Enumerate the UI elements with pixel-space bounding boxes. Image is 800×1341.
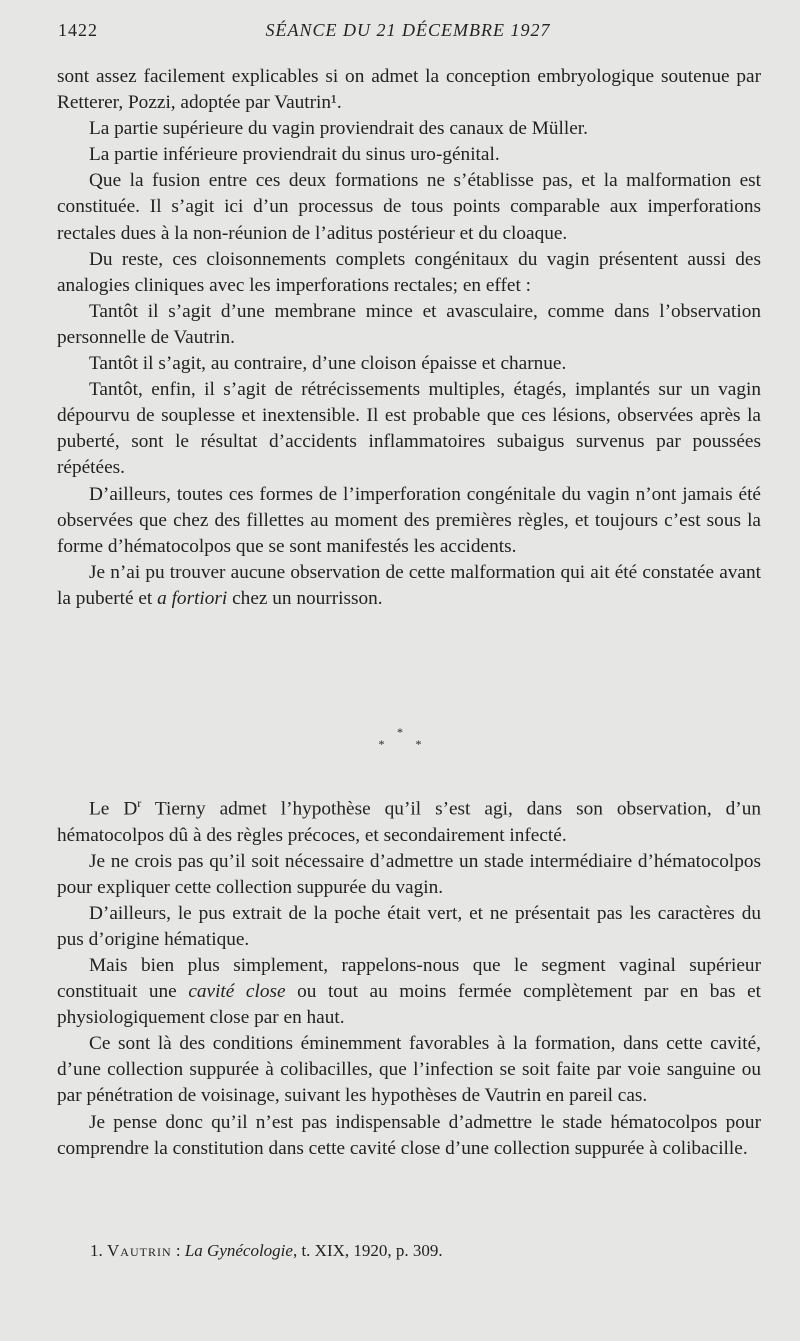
- paragraph: Je ne crois pas qu’il soit nécessaire d’admettre un stade intermédiaire d’hématocolpos pour expliquer cette collection suppurée du vagin.: [57, 850, 761, 898]
- paragraph: Tantôt, enfin, il s’agit de rétrécissements multiples, étagés, implantés sur un vagin dépourvu de souplesse et inextensible. Il est probable que ces lésions, observées après la puberté, sont le résultat d’accidents inflammatoires subaigus survenus par poussées répétées.: [57, 379, 761, 479]
- paragraph: La partie supérieure du vagin proviendrait des canaux de Müller.: [89, 118, 588, 140]
- paragraph: D’ailleurs, toutes ces formes de l’imperforation congénitale du vagin n’ont jamais été observées que chez des fillettes au moment des premières règles, et toujours c’est sous la forme d’hématocolpos que se sont manifestés les accidents.: [57, 483, 761, 557]
- paragraph-text: chez un nourrisson.: [227, 587, 383, 609]
- footnote-number: 1.: [90, 1241, 103, 1260]
- separator-star-top: *: [397, 725, 403, 739]
- paragraph: Que la fusion entre ces deux formations ne s’établisse pas, et la malformation est constituée. Il s’agit ici d’un processus de tous points comparable aux imperforations rectales dues à la non-réunion de l’aditus postérieur et du cloaque.: [57, 170, 761, 244]
- paragraph: La partie inférieure proviendrait du sinus uro-génital.: [89, 144, 500, 166]
- footnote-separator: :: [171, 1241, 185, 1260]
- footnote-details: , t. XIX, 1920, p. 309.: [292, 1241, 443, 1260]
- body-text-section-1: [57, 64, 761, 612]
- separator-star-bottom: * *: [378, 737, 436, 751]
- paragraph-text: ou tout au moins fermée complètement par en bas et physiologiquement close par en haut.: [57, 981, 761, 1029]
- page-header: [58, 20, 758, 46]
- paragraph: [57, 790, 761, 849]
- paragraph-text: Le D: [89, 798, 138, 820]
- section-separator: [0, 726, 800, 750]
- paragraph: sont assez facilement explicables si on admet la conception embryologique soutenue par Retterer, Pozzi, adoptée par Vautrin¹.: [57, 66, 761, 114]
- paragraph: Ce sont là des conditions éminemment favorables à la formation, dans cette cavité, d’une collection suppurée à colibacilles, que l’infection se soit faite par voie sanguine ou par pénétration de voisinage, suivant les hypothèses de Vautrin en pareil cas.: [57, 1033, 761, 1107]
- footnote-author: Vautrin: [107, 1241, 172, 1260]
- paragraph: [57, 560, 761, 612]
- page-number: 1422: [58, 20, 98, 40]
- running-title: SÉANCE DU 21 DÉCEMBRE 1927: [265, 20, 551, 40]
- paragraph-text: Mais bien plus simplement, rappelons-nous que le segment vaginal supérieur constituait une: [57, 954, 761, 1003]
- paragraph: Tantôt il s’agit, au contraire, d’une cloison épaisse et charnue.: [89, 353, 567, 375]
- paragraph: [57, 953, 761, 1031]
- paragraph: Tantôt il s’agit d’une membrane mince et avasculaire, comme dans l’observation personnelle de Vautrin.: [57, 300, 761, 348]
- italic-phrase: cavité close: [188, 981, 286, 1003]
- paragraph: D’ailleurs, le pus extrait de la poche était vert, et ne présentait pas les caractères du pus d’origine hématique.: [57, 902, 761, 950]
- body-text-section-2: [57, 790, 761, 1162]
- footnote-title: La Gynécologie: [184, 1241, 293, 1260]
- paragraph-text: Je n’ai pu trouver aucune observation de cette malformation qui ait été constatée avant la puberté et: [57, 561, 761, 609]
- superscript: r: [137, 796, 142, 810]
- paragraph: Je pense donc qu’il n’est pas indispensable d’admettre le stade hématocolpos pour comprendre la constitution dans cette cavité close d’une collection suppurée à colibacille.: [57, 1111, 761, 1159]
- footnote: [90, 1241, 443, 1261]
- paragraph: Du reste, ces cloisonnements complets congénitaux du vagin présentent aussi des analogies cliniques avec les imperforations rectales; en effet :: [57, 248, 761, 296]
- italic-phrase: a fortiori: [157, 587, 228, 609]
- paragraph-text: Tierny admet l’hypothèse qu’il s’est agi, dans son observation, d’un hématocolpos dû à des règles précoces, et secondairement infecté.: [57, 798, 761, 846]
